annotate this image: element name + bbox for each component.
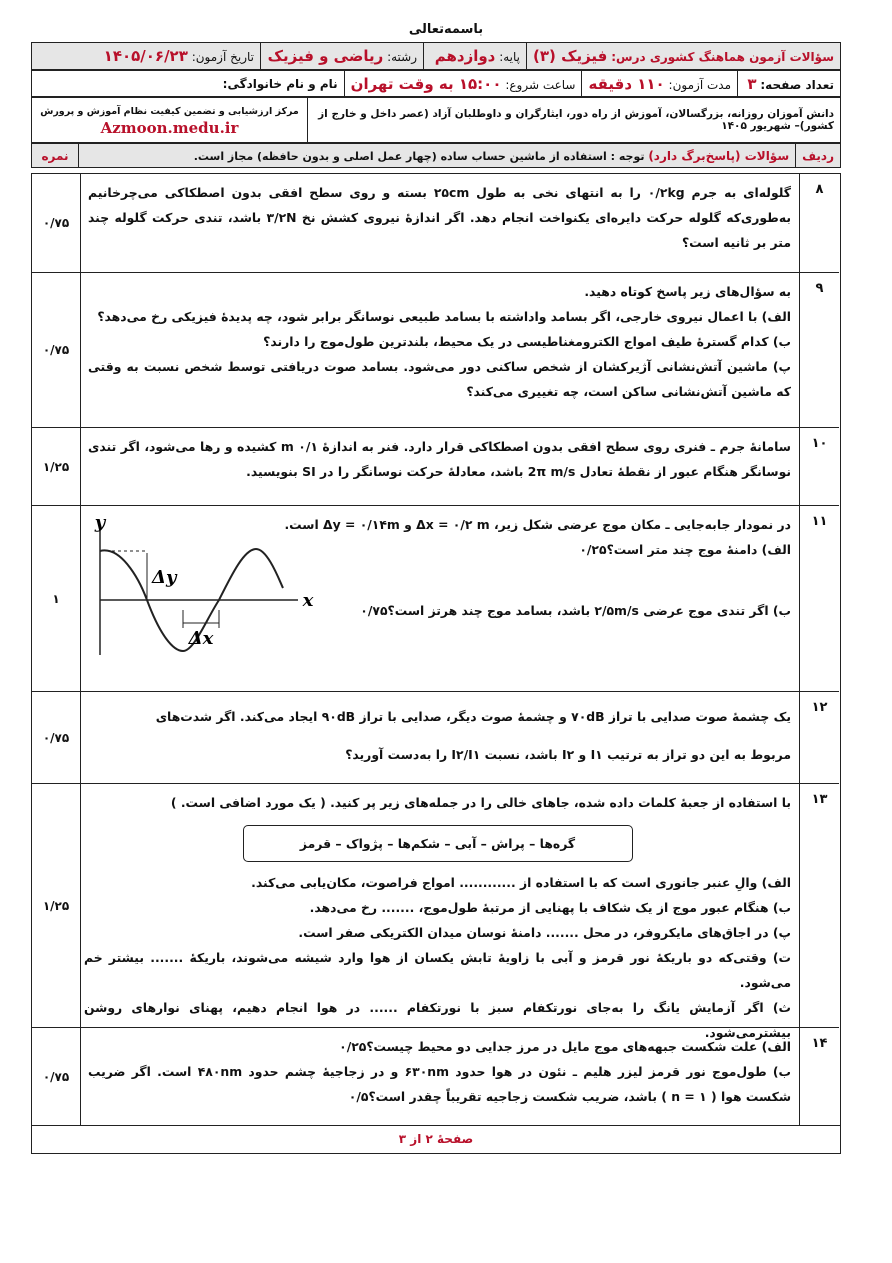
center-name: مرکز ارزشیابی و تضمین کیفیت نظام آموزش و پرورش [40, 106, 299, 117]
start-time: ۱۵:۰۰ به وقت تهران [350, 74, 502, 93]
question-number: ۱۲ [799, 692, 839, 783]
col-row-header: ردیف [796, 144, 841, 168]
basmala: باسمه‌تعالی [408, 22, 484, 37]
question-line: الف) والِ عنبر جانوری است که با استفاده از ............ امواج فراصوت، مکان‌یابی می‌کند. [251, 875, 791, 890]
start-label: ساعت شروع: [505, 77, 576, 92]
dy-label: Δy [152, 567, 177, 588]
header-row-4 [31, 143, 841, 168]
header-row-2 [31, 70, 841, 97]
question-line: ب) کدام گسترهٔ طیف امواج الکترومغناطیسی در یک محیط، بلندترین طول‌موج را دارند؟ [263, 334, 791, 349]
question-text [88, 279, 791, 404]
field-cell [261, 43, 424, 70]
question-line: الف) علت شکست جبهه‌های موج مایل در مرز جدایی دو محیط چیست؟۰/۲۵ [339, 1039, 791, 1054]
question-line: سامانهٔ جرم ـ فنری روی سطح افقی بدون اصطکاکی قرار دارد. فنر به اندازهٔ ۰/۱ m کشیده و رها می‌شود، اگر تندی نوسانگر هنگام عبور از نقطهٔ تعادل 2π m/s باشد، معادلهٔ حرکت نوسانگر را در SI بنویسید. [88, 439, 791, 479]
question-row [32, 1028, 839, 1125]
question-text [84, 790, 791, 1045]
name-cell [32, 71, 345, 97]
header-row-1 [31, 42, 841, 70]
question-score: ۰/۷۵ [32, 1028, 81, 1125]
question-row [32, 506, 839, 692]
question-line: پ) در اجاق‌های مایکروفر، در محل ....... دامنهٔ نوسان میدان الکتریکی صفر است. [298, 925, 791, 940]
question-row [32, 428, 839, 506]
question-text [88, 698, 791, 774]
questions-header-cell [79, 144, 796, 168]
question-line: الف) دامنهٔ موج چند متر است؟۰/۲۵ [579, 542, 791, 557]
question-line: ب) اگر تندی موج عرضی ۲/۵m/s باشد، بسامد موج چند هرتز است؟۰/۷۵ [360, 603, 791, 618]
x-axis-label: x [302, 590, 314, 611]
question-score: ۱/۲۵ [32, 784, 81, 1027]
question-score: ۰/۷۵ [32, 174, 81, 272]
duration: ۱۱۰ دقیقه [588, 74, 665, 93]
question-text [88, 434, 791, 484]
col-questions-header: سؤالات (پاسخ‌برگ دارد) [648, 148, 790, 163]
question-score: ۱/۲۵ [32, 428, 81, 505]
audience-text: دانش آموزان روزانه، بزرگسالان، آموزش از راه دور، ایثارگران و داوطلبان آزاد (عصر داخل و خارج از کشور)– شهریور ۱۴۰۵ [318, 108, 834, 132]
center-cell [32, 98, 308, 143]
question-row [32, 784, 839, 1040]
field: ریاضی و فیزیک [267, 47, 384, 65]
question-score: ۱ [32, 506, 81, 691]
question-row [32, 692, 839, 784]
question-text [88, 180, 791, 255]
question-line: ث) اگر آزمایش یانگ را به‌جای نورتکفام سبز با نورتکفام ...... در هوا انجام دهیم، پهنای نوارهای روشن بیشتر‌می‌شود. [84, 1000, 791, 1040]
start-cell [344, 71, 582, 97]
date-label: تاریخ آزمون: [191, 50, 255, 64]
y-axis-label: y [94, 512, 106, 533]
pages-cell [738, 71, 841, 97]
question-line: با استفاده از جعبهٔ کلمات داده شده، جاهای خالی را در جمله‌های زیر پر کنید. ( یک مورد اضافی است. ) [170, 795, 791, 810]
subject: فیزیک (۳) [533, 47, 608, 65]
question-line: الف) با اعمال نیروی خارجی، اگر بسامد واداشته با بسامد طبیعی نوسانگر برابر شود، چه پدیدهٔ فیزیکی رخ می‌دهد؟ [97, 309, 791, 324]
question-line: گلوله‌ای به جرم ۰/۲kg را به انتهای نخی به طول ۲۵cm بسته و روی سطح افقی بدون اصطکاکی می‌چرخانیم به‌طوری‌که گلوله حرکت دایره‌ای یکنواخت انجام دهد. اگر اندازهٔ نیروی کشش نخ ۳/۲N باشد، تندی حرکت گلوله چند متر بر ثانیه است؟ [88, 185, 792, 250]
question-line: به سؤال‌های زیر پاسخ کوتاه دهید. [584, 284, 791, 299]
question-number: ۱۱ [799, 506, 839, 691]
question-text [88, 1034, 791, 1109]
question-line: یک چشمهٔ صوت صدایی با تراز ۷۰dB و چشمهٔ صوت دیگر، صدایی با تراز ۹۰dB ایجاد می‌کند. اگر شدت‌های [155, 709, 791, 724]
grade-label: پایه: [499, 50, 521, 64]
audience-cell [308, 98, 841, 143]
question-number: ۱۳ [799, 784, 839, 1027]
pages-label: تعداد صفحه: [760, 77, 834, 92]
duration-cell [582, 71, 738, 97]
col-score-header: نمره [32, 144, 79, 168]
question-line: پ) ماشین آتش‌نشانی آژیرکشان از شخص ساکنی دور می‌شود. بسامد صوت دریافتی توسط شخص نسبت به وقتی که ماشین آتش‌نشانی ساکن است، چه تغییری می‌کند؟ [88, 359, 791, 399]
exam-title: سؤالات آزمون هماهنگ کشوری درس: [611, 50, 834, 64]
question-text [277, 512, 791, 623]
field-label: رشته: [387, 50, 418, 64]
site-link[interactable]: Azmoon.medu.ir [100, 119, 239, 137]
question-number: ۹ [799, 273, 839, 427]
question-line: ب) طول‌موج نور قرمز لیزر هلیم ـ نئون در هوا حدود ۶۳۰nm و در زجاجیهٔ چشم حدود ۴۸۰nm است. اگر ضریب شکست هوا ( n = ۱ ) باشد، ضریب شکست زجاجیه تقریباً چقدر است؟۰/۵ [88, 1064, 792, 1104]
question-score: ۰/۷۵ [32, 273, 81, 427]
dx-label: Δx [188, 628, 214, 649]
pages-count: ۳ [747, 74, 757, 93]
question-line: ب) هنگام عبور موج از یک شکاف با پهنایی از مرتبهٔ طول‌موج، ....... رخ می‌دهد. [309, 900, 791, 915]
questions-table [31, 173, 841, 1154]
header-row-3 [31, 97, 841, 143]
exam-date: ۱۴۰۵/۰۶/۲۳ [103, 47, 188, 65]
question-line: در نمودار جابه‌جایی ـ مکان موج عرضی شکل زیر، Δx = ۰/۲ m و Δy = ۰/۱۴m است. [284, 517, 791, 532]
name-label: نام و نام خانوادگی: [222, 76, 338, 91]
grade: دوازدهم [434, 47, 496, 65]
calculator-note: توجه : استفاده از ماشین حساب ساده (چهار عمل اصلی و بدون حافظه) مجاز است. [193, 149, 645, 163]
subject-cell [527, 43, 841, 70]
question-line: مربوط به این دو تراز به ترتیب I۱ و I۲ باشد، نسبت I۲/I۱ را به‌دست آورید؟ [345, 747, 791, 762]
question-line: ت) وقتی‌که دو باریکهٔ نور قرمز و آبی با زاویهٔ تابش یکسان از هوا وارد شیشه می‌شوند، باریکهٔ ....... بیشتر خم می‌شود. [84, 950, 791, 990]
grade-cell [424, 43, 527, 70]
question-score: ۰/۷۵ [32, 692, 81, 783]
question-number: ۱۰ [799, 428, 839, 505]
wave-graph [88, 510, 318, 660]
question-row [32, 174, 839, 273]
duration-label: مدت آزمون: [668, 77, 731, 92]
word-box: گره‌ها – پراش – آبی – شکم‌ها – پژواک – قرمز [243, 825, 633, 862]
date-cell [32, 43, 261, 70]
question-number: ۱۴ [799, 1028, 839, 1125]
question-number: ۸ [799, 174, 839, 272]
question-row [32, 273, 839, 428]
page-footer: صفحهٔ ۲ از ۳ [31, 1125, 841, 1154]
